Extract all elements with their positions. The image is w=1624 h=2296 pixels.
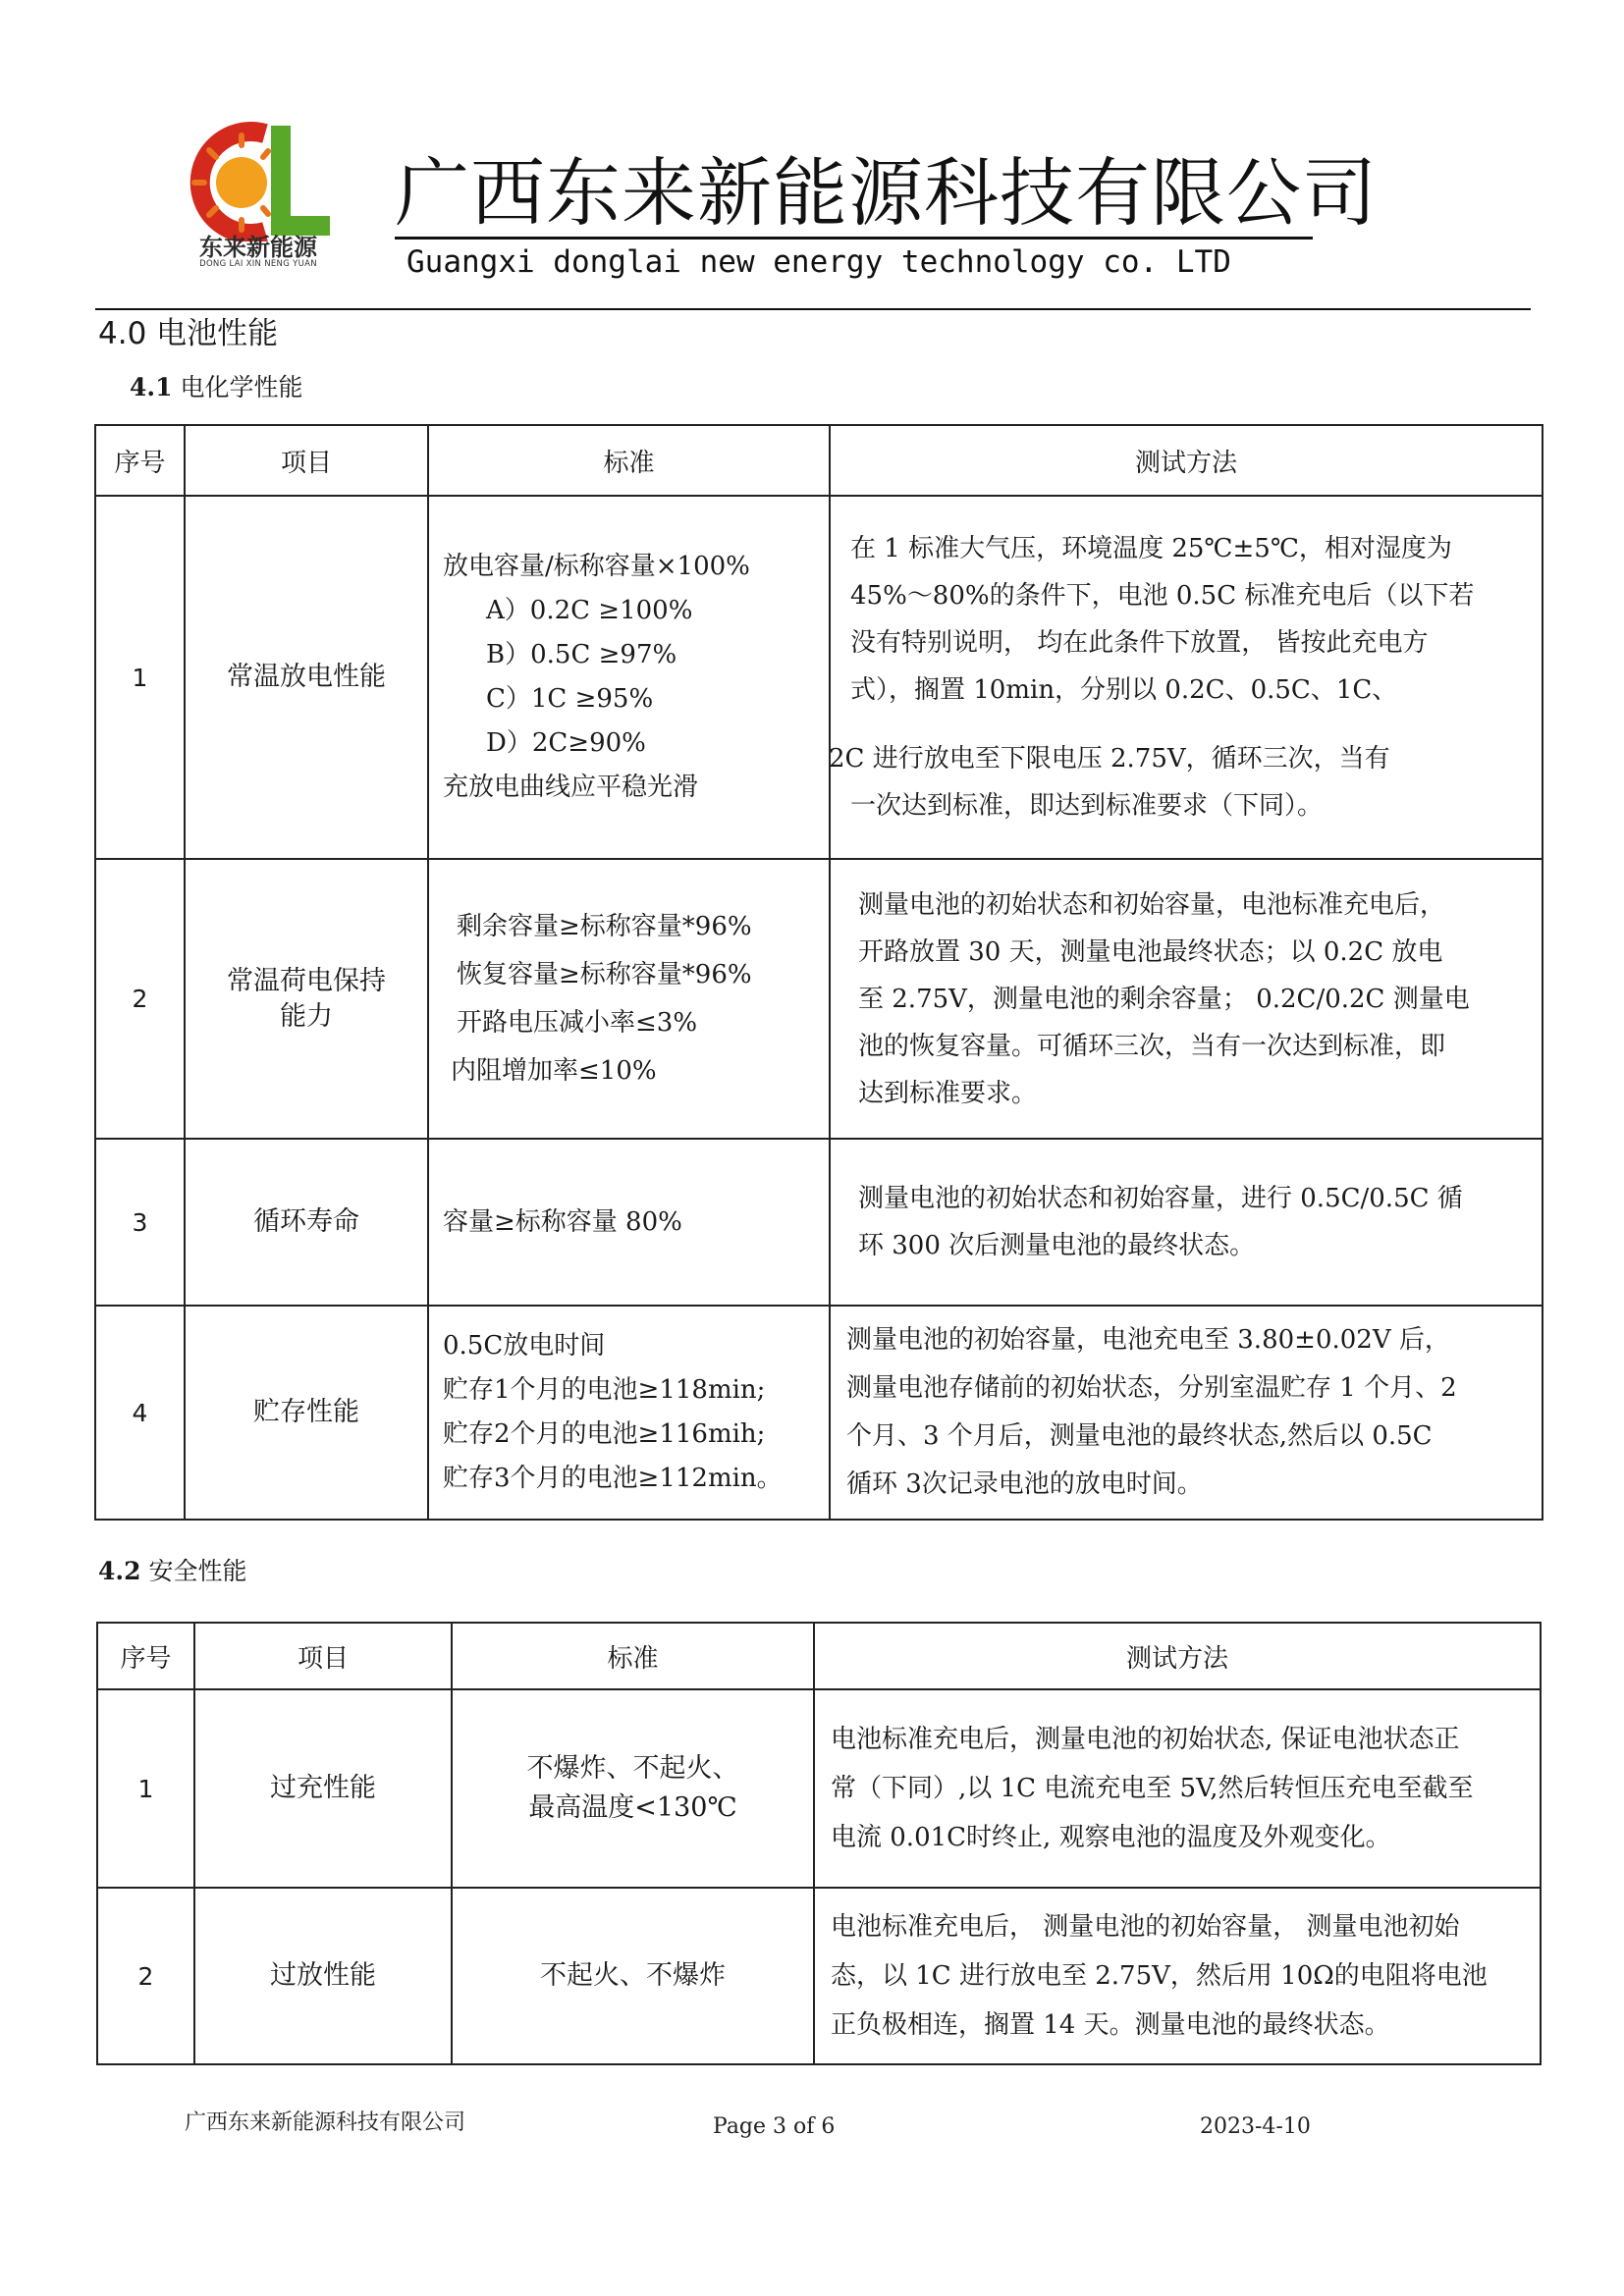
row-number: 4	[95, 1306, 185, 1520]
method-line: 循环 3次记录电池的放电时间。	[846, 1469, 1203, 1499]
method-line: 电流 0.01C时终止, 观察电池的温度及外观变化。	[831, 1823, 1391, 1852]
header-cell-no: 序号	[95, 425, 185, 496]
standard-line: 贮存2个月的电池≥116mih;	[443, 1419, 766, 1449]
row-number: 2	[95, 859, 185, 1139]
row-number: 1	[95, 496, 185, 859]
standard-line: 贮存3个月的电池≥112min。	[443, 1464, 783, 1493]
row-method	[830, 1306, 1543, 1520]
row-standard	[428, 1139, 830, 1306]
row-item: 常温放电性能	[185, 496, 428, 859]
method-line: 电池标准充电后，测量电池的初始状态, 保证电池状态正	[831, 1725, 1460, 1754]
standard-line: 充放电曲线应平稳光滑	[443, 773, 699, 802]
subsection-title: 电化学性能	[172, 373, 303, 401]
electrochemical-performance-table	[94, 424, 1543, 1521]
row-method	[830, 496, 1543, 859]
table-row	[97, 1888, 1541, 2064]
row-number: 1	[97, 1689, 194, 1888]
method-line: 测量电池的初始状态和初始容量，进行 0.5C/0.5C 循	[858, 1184, 1463, 1213]
subsection-heading-electrochemical	[130, 371, 302, 404]
table-row	[95, 1139, 1543, 1306]
standard-line: 放电容量/标称容量×100%	[443, 552, 750, 581]
item-line: 常温荷电保持	[227, 965, 386, 996]
method-line: 没有特别说明， 均在此条件下放置， 皆按此充电方	[850, 628, 1429, 658]
standard-line: 开路电压减小率≤3%	[457, 1007, 698, 1038]
row-standard	[452, 1888, 814, 2064]
row-number: 2	[97, 1888, 194, 2064]
row-method	[830, 1139, 1543, 1306]
standard-line: C）1C ≥95%	[486, 684, 654, 714]
method-line: 2C 进行放电至下限电压 2.75V，循环三次，当有	[829, 744, 1390, 774]
company-name-en: Guangxi donglai new energy technology co. LTD	[406, 244, 1231, 280]
logo-text-en: DONG LAI XIN NENG YUAN	[199, 259, 317, 269]
row-item: 过充性能	[194, 1689, 452, 1888]
method-line: 式），搁置 10min，分别以 0.2C、0.5C、1C、	[850, 675, 1398, 705]
standard-line: 0.5C放电时间	[443, 1331, 606, 1361]
row-standard	[452, 1689, 814, 1888]
sun-logo-icon	[175, 116, 342, 241]
row-item	[185, 859, 428, 1139]
method-line: 态，以 1C 进行放电至 2.75V，然后用 10Ω的电阻将电池	[831, 1961, 1488, 1991]
row-item: 贮存性能	[185, 1306, 428, 1520]
standard-line: 不起火、不爆炸	[540, 1960, 726, 1991]
row-item: 过放性能	[194, 1888, 452, 2064]
method-line: 测量电池的初始状态和初始容量，电池标准充电后，	[858, 889, 1446, 920]
row-standard	[428, 859, 830, 1139]
row-method	[830, 859, 1543, 1139]
header-cell-item: 项目	[185, 425, 428, 496]
header-cell-item: 项目	[194, 1623, 452, 1689]
company-logo	[175, 116, 342, 278]
standard-line: 容量≥标称容量 80%	[443, 1206, 682, 1237]
row-number: 3	[95, 1139, 185, 1306]
method-line: 测量电池存储前的初始状态，分别室温贮存 1 个月、2	[846, 1373, 1457, 1403]
method-line: 45%～80%的条件下，电池 0.5C 标准充电后（以下若	[850, 581, 1475, 611]
method-line: 电池标准充电后， 测量电池的初始容量， 测量电池初始	[831, 1912, 1460, 1942]
item-line: 能力	[280, 1000, 333, 1032]
method-line: 一次达到标准，即达到标准要求（下同）。	[850, 791, 1324, 821]
method-line: 测量电池的初始容量，电池充电至 3.80±0.02V 后，	[846, 1325, 1450, 1355]
title-underline	[395, 237, 1313, 240]
standard-line: D）2C≥90%	[486, 728, 646, 758]
header-cell-method: 测试方法	[814, 1623, 1541, 1689]
table-row	[95, 1306, 1543, 1520]
header-cell-method: 测试方法	[830, 425, 1543, 496]
row-standard	[428, 496, 830, 859]
method-line: 在 1 标准大气压，环境温度 25℃±5℃，相对湿度为	[850, 534, 1452, 563]
header-divider	[95, 308, 1531, 310]
standard-line: B）0.5C ≥97%	[486, 640, 677, 669]
standard-line: 贮存1个月的电池≥118min;	[443, 1375, 766, 1405]
logo-text-cn: 东来新能源	[199, 234, 317, 261]
standard-line: 恢复容量≥标称容量*96%	[457, 959, 752, 989]
header-cell-standard: 标准	[452, 1623, 814, 1689]
row-method	[814, 1689, 1541, 1888]
section-heading: 4.0 电池性能	[98, 316, 279, 351]
method-line: 正负极相连，搁置 14 天。测量电池的最终状态。	[831, 2010, 1390, 2040]
row-item: 循环寿命	[185, 1139, 428, 1306]
method-line: 个月、3 个月后，测量电池的最终状态,然后以 0.5C	[846, 1421, 1433, 1451]
standard-line: 最高温度<130℃	[528, 1792, 737, 1823]
row-method	[814, 1888, 1541, 2064]
footer-page-number: Page 3 of 6	[713, 2114, 836, 2139]
table-row	[95, 496, 1543, 859]
footer-company: 广西东来新能源科技有限公司	[185, 2110, 466, 2135]
row-standard	[428, 1306, 830, 1520]
company-name-cn: 广西东来新能源科技有限公司	[395, 149, 1378, 237]
table-row	[95, 859, 1543, 1139]
header-cell-no: 序号	[97, 1623, 194, 1689]
standard-line: 不爆炸、不起火、	[526, 1753, 739, 1784]
subsection-heading-safety	[98, 1555, 246, 1588]
method-line: 环 300 次后测量电池的最终状态。	[858, 1231, 1256, 1260]
footer-date: 2023-4-10	[1200, 2114, 1311, 2139]
subsection-number: 4.1	[130, 373, 173, 401]
subsection-number: 4.2	[98, 1557, 141, 1585]
table-row	[97, 1689, 1541, 1888]
table-header-row	[97, 1623, 1541, 1689]
standard-line: 剩余容量≥标称容量*96%	[457, 911, 752, 941]
header-cell-standard: 标准	[428, 425, 830, 496]
table-header-row	[95, 425, 1543, 496]
method-line: 池的恢复容量。可循环三次，当有一次达到标准，即	[858, 1031, 1446, 1061]
safety-performance-table	[96, 1622, 1542, 2065]
standard-line: 内阻增加率≤10%	[451, 1055, 657, 1086]
method-line: 达到标准要求。	[858, 1078, 1038, 1108]
standard-line: A）0.2C ≥100%	[486, 596, 693, 625]
subsection-title: 安全性能	[140, 1557, 247, 1585]
method-line: 开路放置 30 天，测量电池最终状态；以 0.2C 放电	[858, 936, 1443, 967]
method-line: 至 2.75V，测量电池的剩余容量； 0.2C/0.2C 测量电	[858, 984, 1470, 1014]
method-line: 常（下同）,以 1C 电流充电至 5V,然后转恒压充电至截至	[831, 1774, 1474, 1803]
